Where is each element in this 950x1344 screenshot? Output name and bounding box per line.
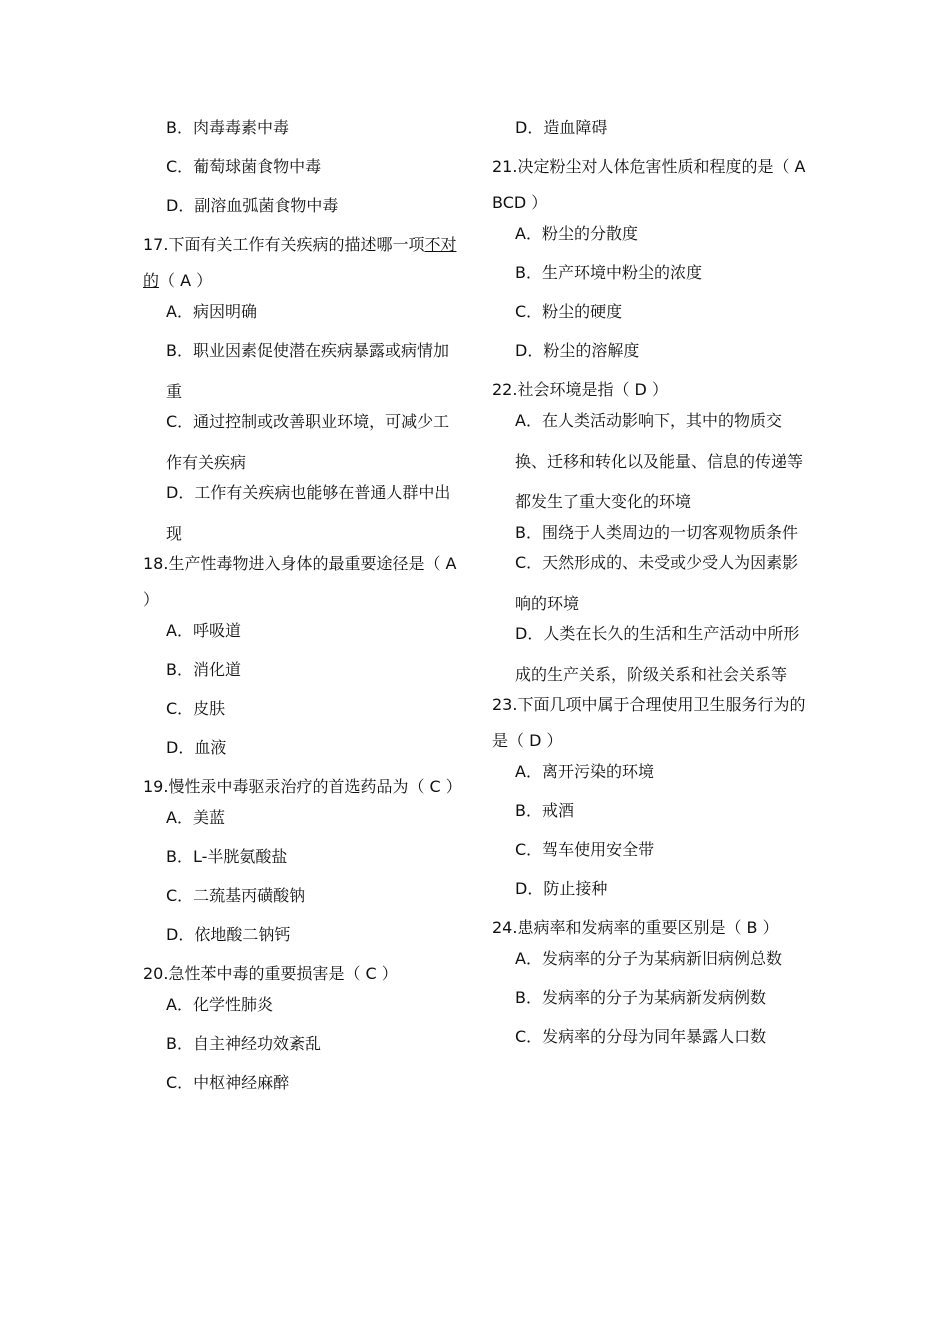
question-text: 19.慢性汞中毒驱汞治疗的首选药品为（ C ） bbox=[143, 777, 462, 796]
question-text-part: 17.下面有关工作有关疾病的描述哪一项 bbox=[143, 235, 425, 254]
question-text: 24.患病率和发病率的重要区别是（ B ） bbox=[492, 918, 779, 937]
answer-option: D．工作有关疾病也能够在普通人群中出现 bbox=[166, 483, 451, 543]
answer-option: D．副溶血弧菌食物中毒 bbox=[166, 196, 339, 215]
left-column bbox=[143, 118, 461, 1112]
answer-option: C．葡萄球菌食物中毒 bbox=[166, 157, 322, 176]
answer-option: D．粉尘的溶解度 bbox=[515, 341, 640, 360]
answer-option: A．在人类活动影响下，其中的物质交换、迁移和转化以及能量、信息的传递等都发生了重大变化的环境 bbox=[515, 411, 804, 511]
answer-option: B．肉毒毒素中毒 bbox=[166, 118, 289, 137]
question-text: 21.决定粉尘对人体危害性质和程度的是（ ABCD ） bbox=[492, 157, 806, 212]
answer-option: B．戒酒 bbox=[515, 801, 574, 820]
answer-option: A．化学性肺炎 bbox=[166, 995, 273, 1014]
question-text: 18.生产性毒物进入身体的最重要途径是（ A ） bbox=[143, 554, 457, 609]
answer-option: C．驾车使用安全带 bbox=[515, 840, 655, 859]
answer-option: A．病因明确 bbox=[166, 302, 257, 321]
answer-option: D．造血障碍 bbox=[515, 118, 608, 137]
answer-option: B．围绕于人类周边的一切客观物质条件 bbox=[515, 522, 798, 542]
answer-option: D．血液 bbox=[166, 738, 227, 757]
answer-option: C．通过控制或改善职业环境，可减少工作有关疾病 bbox=[166, 412, 450, 472]
question-text bbox=[143, 227, 461, 299]
answer-option: C．皮肤 bbox=[166, 699, 226, 718]
answer-option: A．粉尘的分散度 bbox=[515, 224, 638, 243]
question-text: 22.社会环境是指（ D ） bbox=[492, 380, 668, 399]
answer-option: D．依地酸二钠钙 bbox=[166, 925, 291, 944]
answer-option: B．L-半胱氨酸盐 bbox=[166, 847, 288, 866]
right-column bbox=[492, 118, 810, 1066]
answer-option: B．生产环境中粉尘的浓度 bbox=[515, 263, 702, 282]
answer-option: A．发病率的分子为某病新旧病例总数 bbox=[515, 949, 782, 968]
answer-option: B．消化道 bbox=[166, 660, 241, 679]
answer-option: A．呼吸道 bbox=[166, 621, 241, 640]
question-text: 23.下面几项中属于合理使用卫生服务行为的是（ D ） bbox=[492, 695, 806, 750]
answer-option: A．离开污染的环境 bbox=[515, 762, 654, 781]
answer-option: B．职业因素促使潜在疾病暴露或病情加重 bbox=[166, 341, 449, 401]
answer-option: C．粉尘的硬度 bbox=[515, 302, 623, 321]
answer-option: A．美蓝 bbox=[166, 808, 225, 827]
answer-key: （ A ） bbox=[159, 271, 213, 290]
answer-option: D．人类在长久的生活和生产活动中所形成的生产关系，阶级关系和社会关系等 bbox=[515, 624, 800, 684]
answer-option: B．发病率的分子为某病新发病例数 bbox=[515, 988, 766, 1007]
underlined-emphasis: 不对的 bbox=[143, 235, 457, 290]
question-text: 20.急性苯中毒的重要损害是（ C ） bbox=[143, 964, 398, 983]
answer-option: C．天然形成的、未受或少受人为因素影响的环境 bbox=[515, 553, 799, 613]
answer-option: D．防止接种 bbox=[515, 879, 608, 898]
answer-option: C．中枢神经麻醉 bbox=[166, 1073, 290, 1092]
answer-option: C．二巯基丙磺酸钠 bbox=[166, 886, 306, 905]
answer-option: C．发病率的分母为同年暴露人口数 bbox=[515, 1027, 767, 1046]
answer-option: B．自主神经功效紊乱 bbox=[166, 1034, 321, 1053]
